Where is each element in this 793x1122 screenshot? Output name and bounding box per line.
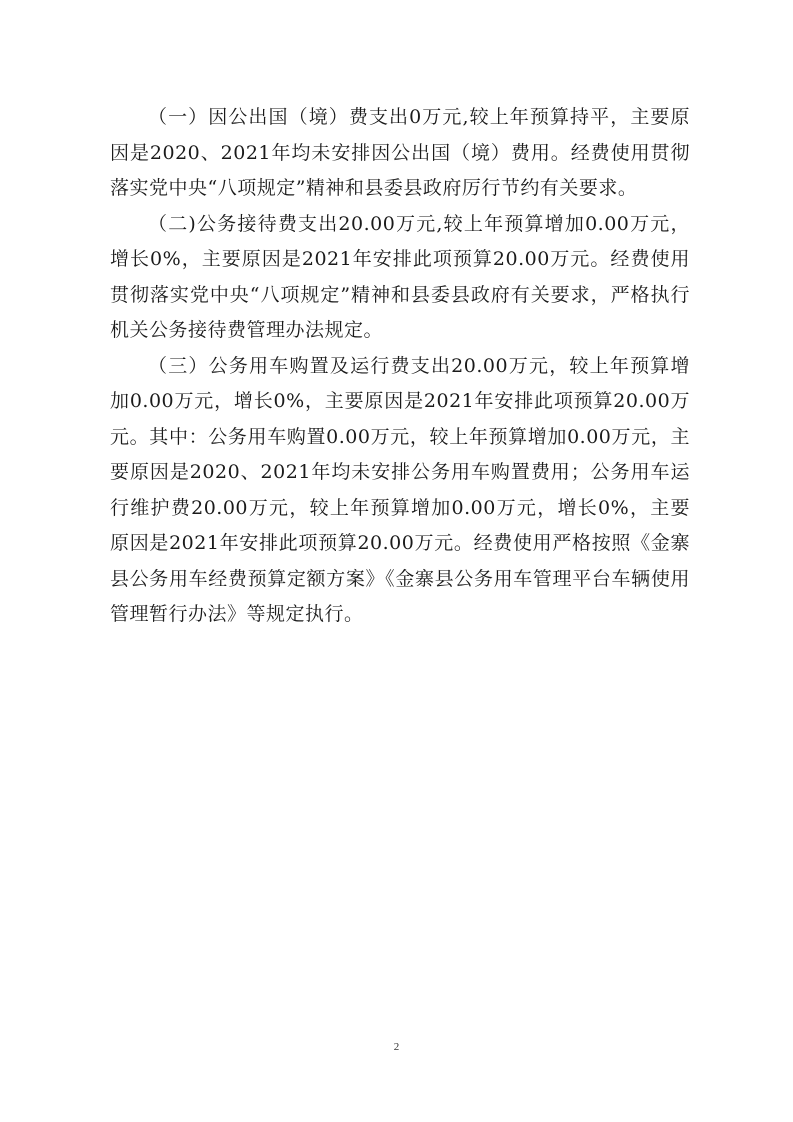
paragraph-reception: （二)公务接待费支出20.00万元,较上年预算增加0.00万元，增长0%，主要原因是2021年安排此项预算20.00万元。经费使用贯彻落实党中央“八项规定”精神和县委县政府有关要求，严格执行机关公务接待费管理办法规定。 [110,212,690,341]
page-number: 2 [393,1041,400,1053]
document-body [110,100,690,633]
paragraph-vehicles: （三）公务用车购置及运行费支出20.00万元，较上年预算增加0.00万元，增长0%，主要原因是2021年安排此项预算20.00万元。其中：公务用车购置0.00万元，较上年预算增加0.00万元，主要原因是2020、2021年均未安排公务用车购置费用；公务用车运行维护费20.00万元，较上年预算增加0.00万元，增长0%，主要原因是2021年安排此项预算20.00万元。经费使用严格按照《金寨县公务用车经费预算定额方案》《金寨县公务用车管理平台车辆使用管理暂行办法》等规定执行。 [110,354,690,625]
paragraph-overseas-travel: （一）因公出国（境）费支出0万元,较上年预算持平，主要原因是2020、2021年均未安排因公出国（境）费用。经费使用贯彻落实党中央“八项规定”精神和县委县政府厉行节约有关要求。 [110,106,690,199]
